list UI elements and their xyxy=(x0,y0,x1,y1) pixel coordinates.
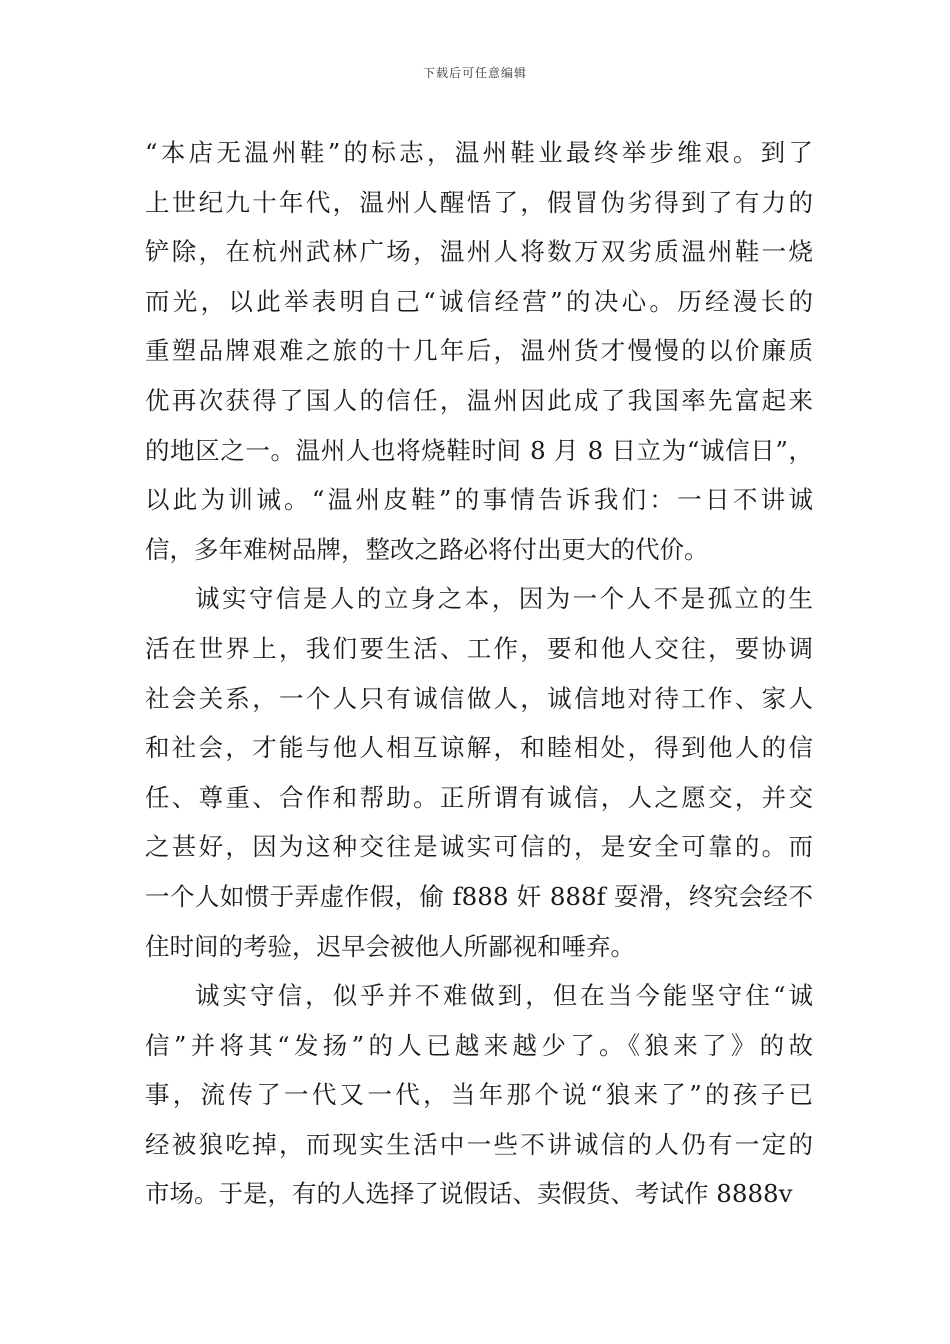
text-line: 和社会，才能与他人相互谅解，和睦相处，得到他人的信 xyxy=(145,733,813,763)
text-line: 诚实守信，似乎并不难做到，但在当今能坚守住“诚 xyxy=(195,981,813,1011)
text-line: 住时间的考验，迟早会被他人所鄙视和唾弃。 xyxy=(145,931,635,961)
text-line: 铲除，在杭州武林广场，温州人将数万双劣质温州鞋一烧 xyxy=(145,237,813,267)
text-line: 优再次获得了国人的信任，温州因此成了我国率先富起来 xyxy=(145,385,813,415)
paragraph xyxy=(145,574,813,971)
text-line: 以此为训诫。“温州皮鞋”的事情告诉我们：一日不讲诚 xyxy=(145,485,813,515)
text-line: 社会关系，一个人只有诚信做人，诚信地对待工作、家人 xyxy=(145,683,813,713)
text-line: 的地区之一。温州人也将烧鞋时间 8 月 8 日立为“诚信日”， xyxy=(145,435,813,465)
text-line: 任、尊重、合作和帮助。正所谓有诚信，人之愿交，并交 xyxy=(145,782,813,812)
text-line: “本店无温州鞋”的标志，温州鞋业最终举步维艰。到了 xyxy=(145,138,813,167)
paragraph xyxy=(145,971,813,1219)
text-line: 上世纪九十年代，温州人醒悟了，假冒伪劣得到了有力的 xyxy=(145,187,813,217)
text-line: 信”并将其“发扬”的人已越来越少了。《狼来了》的故 xyxy=(145,1030,813,1060)
document-body xyxy=(145,128,813,1219)
text-line: 而光，以此举表明自己“诚信经营”的决心。历经漫长的 xyxy=(145,286,813,316)
text-line: 事，流传了一代又一代，当年那个说“狼来了”的孩子已 xyxy=(145,1080,813,1110)
text-line: 诚实守信是人的立身之本，因为一个人不是孤立的生 xyxy=(195,584,813,614)
text-line: 之甚好，因为这种交往是诚实可信的，是安全可靠的。而 xyxy=(145,832,813,862)
text-line: 信，多年难树品牌，整改之路必将付出更大的代价。 xyxy=(145,534,709,564)
text-line: 活在世界上，我们要生活、工作，要和他人交往，要协调 xyxy=(145,633,813,663)
text-line: 一个人如惯于弄虚作假，偷 f888 奸 888f 耍滑，终究会经不 xyxy=(145,881,813,911)
text-line: 市场。于是，有的人选择了说假话、卖假货、考试作 8888v xyxy=(145,1179,793,1209)
text-line: 重塑品牌艰难之旅的十几年后，温州货才慢慢的以价廉质 xyxy=(145,336,813,366)
page-header: 下载后可任意编辑 xyxy=(422,66,527,80)
paragraph xyxy=(145,128,813,574)
text-line: 经被狼吃掉，而现实生活中一些不讲诚信的人仍有一定的 xyxy=(145,1129,813,1159)
